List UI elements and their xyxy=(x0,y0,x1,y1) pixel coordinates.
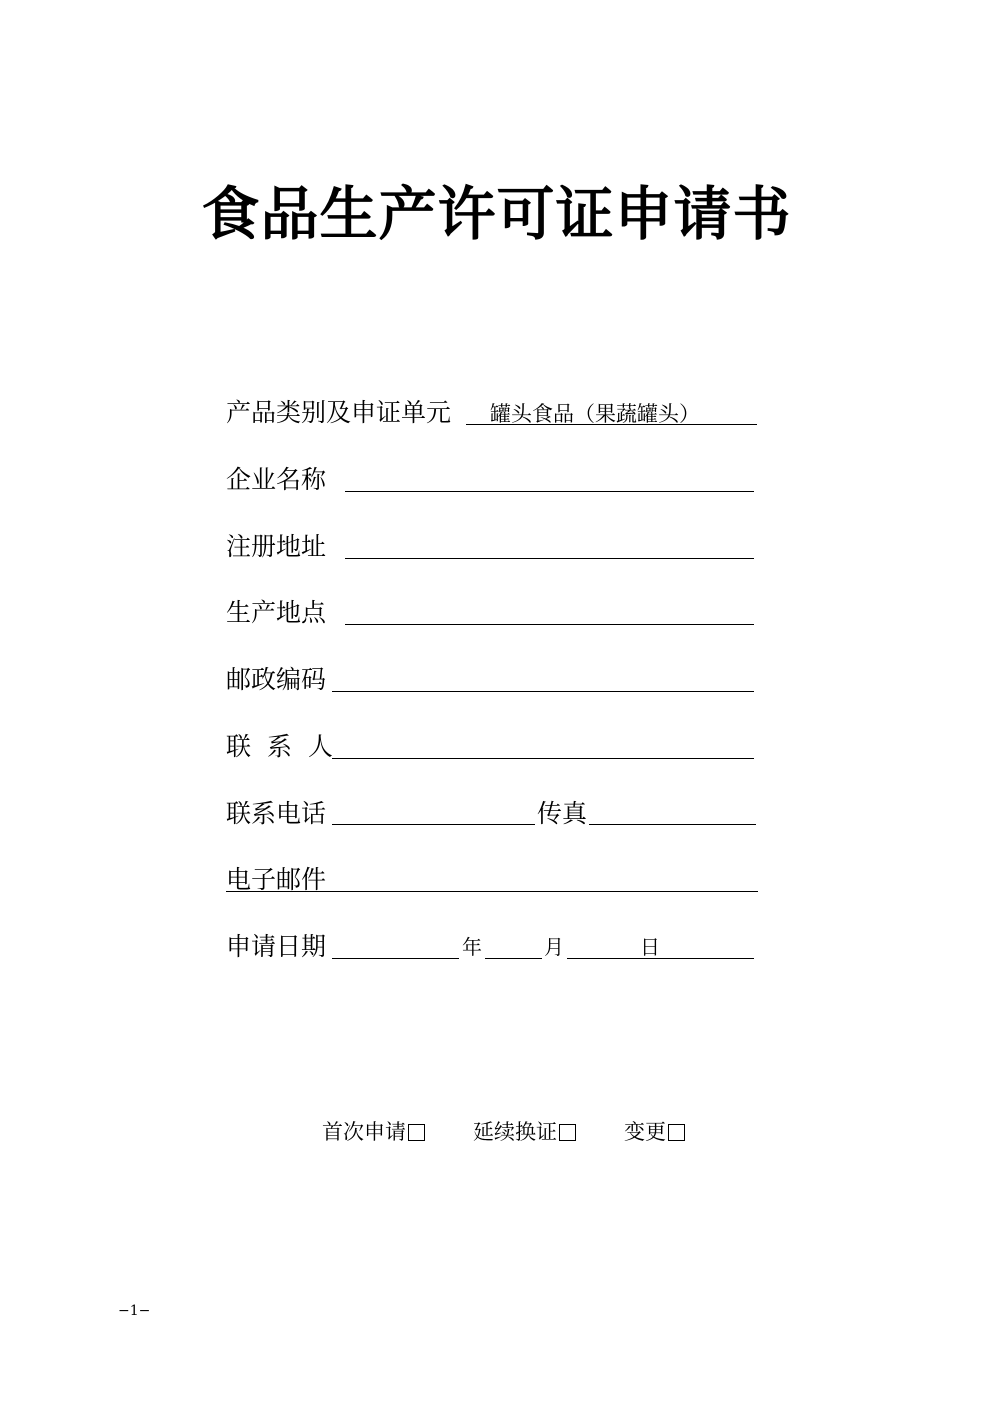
page-number: −1− xyxy=(118,1303,151,1319)
day-label: 日 xyxy=(640,935,660,959)
contact-phone-label: 联系电话 xyxy=(226,799,327,828)
fax-field[interactable] xyxy=(589,824,756,825)
production-site-field[interactable] xyxy=(345,624,754,625)
email-field[interactable] xyxy=(226,891,758,892)
product-category-underline xyxy=(466,424,757,425)
application-date-label: 申请日期 xyxy=(226,932,327,961)
month-label: 月 xyxy=(544,935,564,959)
document-title: 食品生产许可证申请书 xyxy=(201,180,792,248)
postal-code-field[interactable] xyxy=(332,691,754,692)
month-field[interactable] xyxy=(485,958,542,959)
application-type-first-label: 首次申请 xyxy=(322,1120,406,1144)
registered-address-label: 注册地址 xyxy=(226,532,327,561)
application-type-change[interactable] xyxy=(624,1118,685,1146)
company-name-label: 企业名称 xyxy=(226,465,327,494)
day-field-underline[interactable] xyxy=(567,958,754,959)
application-type-renewal-label: 延续换证 xyxy=(473,1120,557,1144)
postal-code-label: 邮政编码 xyxy=(226,665,327,694)
application-type-change-label: 变更 xyxy=(624,1120,666,1144)
production-site-label: 生产地点 xyxy=(226,598,327,627)
year-label: 年 xyxy=(462,935,482,959)
registered-address-field[interactable] xyxy=(345,558,754,559)
renewal-checkbox[interactable] xyxy=(559,1124,576,1141)
fax-label: 传真 xyxy=(537,799,588,828)
first-application-checkbox[interactable] xyxy=(408,1124,425,1141)
contact-phone-field[interactable] xyxy=(332,824,535,825)
product-category-value[interactable]: 罐头食品（果蔬罐头） xyxy=(490,402,700,426)
email-label: 电子邮件 xyxy=(226,865,327,894)
contact-person-field[interactable] xyxy=(332,758,754,759)
application-type-renewal[interactable] xyxy=(473,1118,576,1146)
application-type-first[interactable] xyxy=(322,1118,425,1146)
contact-person-label: 联 系 人 xyxy=(226,732,333,761)
product-category-label: 产品类别及申证单元 xyxy=(226,398,452,427)
change-checkbox[interactable] xyxy=(668,1124,685,1141)
company-name-field[interactable] xyxy=(345,491,754,492)
year-field[interactable] xyxy=(332,958,459,959)
